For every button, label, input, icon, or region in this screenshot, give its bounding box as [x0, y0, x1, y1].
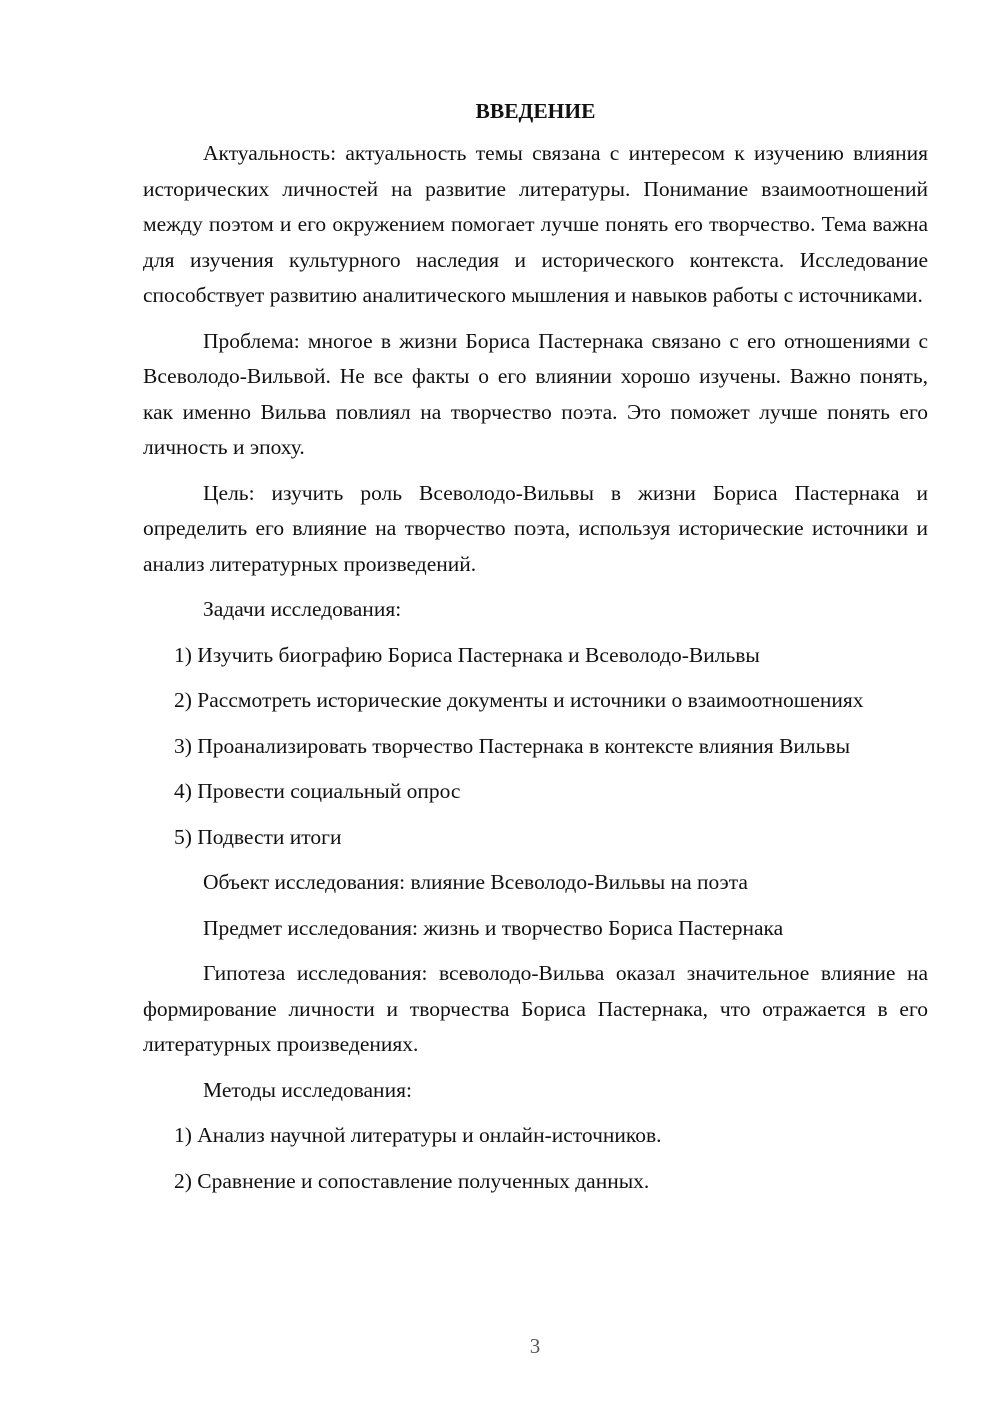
- subject-paragraph: Предмет исследования: жизнь и творчество Бориса Пастернака: [203, 915, 784, 940]
- page-content: [143, 96, 928, 1209]
- method-item-2: 2) Сравнение и сопоставление полученных данных.: [174, 1168, 650, 1193]
- task-item-1: 1) Изучить биографию Бориса Пастернака и Всеволодо-Вильвы: [174, 642, 760, 667]
- task-item-5: 5) Подвести итоги: [174, 824, 342, 849]
- methods-heading: Методы исследования:: [203, 1077, 412, 1102]
- page-number: 3: [529, 1334, 541, 1358]
- page-title: ВВЕДЕНИЕ: [475, 99, 596, 123]
- task-item-2: 2) Рассмотреть исторические документы и источники о взаимоотношениях: [174, 688, 864, 712]
- problem-paragraph: Проблема: многое в жизни Бориса Пастернака связано с его отношениями с Всеволодо-Вильвой. Не все факты о его влиянии хорошо изучены. Важно понять, как именно Вильва повлиял на творчество поэта. Это поможет лучше понять его личность и эпоху.: [143, 328, 928, 459]
- relevance-paragraph: Актуальность: актуальность темы связана с интересом к изучению влияния исторических личностей на развитие литературы. Понимание взаимоотношений между поэтом и его окружением помогает лучше понять его творчество. Тема важна для изучения культурного наследия и исторического контекста. Исследование способствует развитию аналитического мышления и навыков работы с источниками.: [143, 141, 928, 307]
- hypothesis-paragraph: Гипотеза исследования: всеволодо-Вильва оказал значительное влияние на формирование личности и творчества Бориса Пастернака, что отражается в его литературных произведениях.: [143, 961, 928, 1056]
- task-item-3: 3) Проанализировать творчество Пастернака в контексте влияния Вильвы: [174, 733, 851, 758]
- task-item-4: 4) Провести социальный опрос: [174, 779, 461, 803]
- object-paragraph: Объект исследования: влияние Всеволодо-Вильвы на поэта: [203, 870, 748, 894]
- goal-paragraph: Цель: изучить роль Всеволодо-Вильвы в жизни Бориса Пастернака и определить его влияние на творчество поэта, используя исторические источники и анализ литературных произведений.: [143, 480, 928, 576]
- method-item-1: 1) Анализ научной литературы и онлайн-источников.: [174, 1123, 662, 1147]
- tasks-heading: Задачи исследования:: [203, 597, 402, 621]
